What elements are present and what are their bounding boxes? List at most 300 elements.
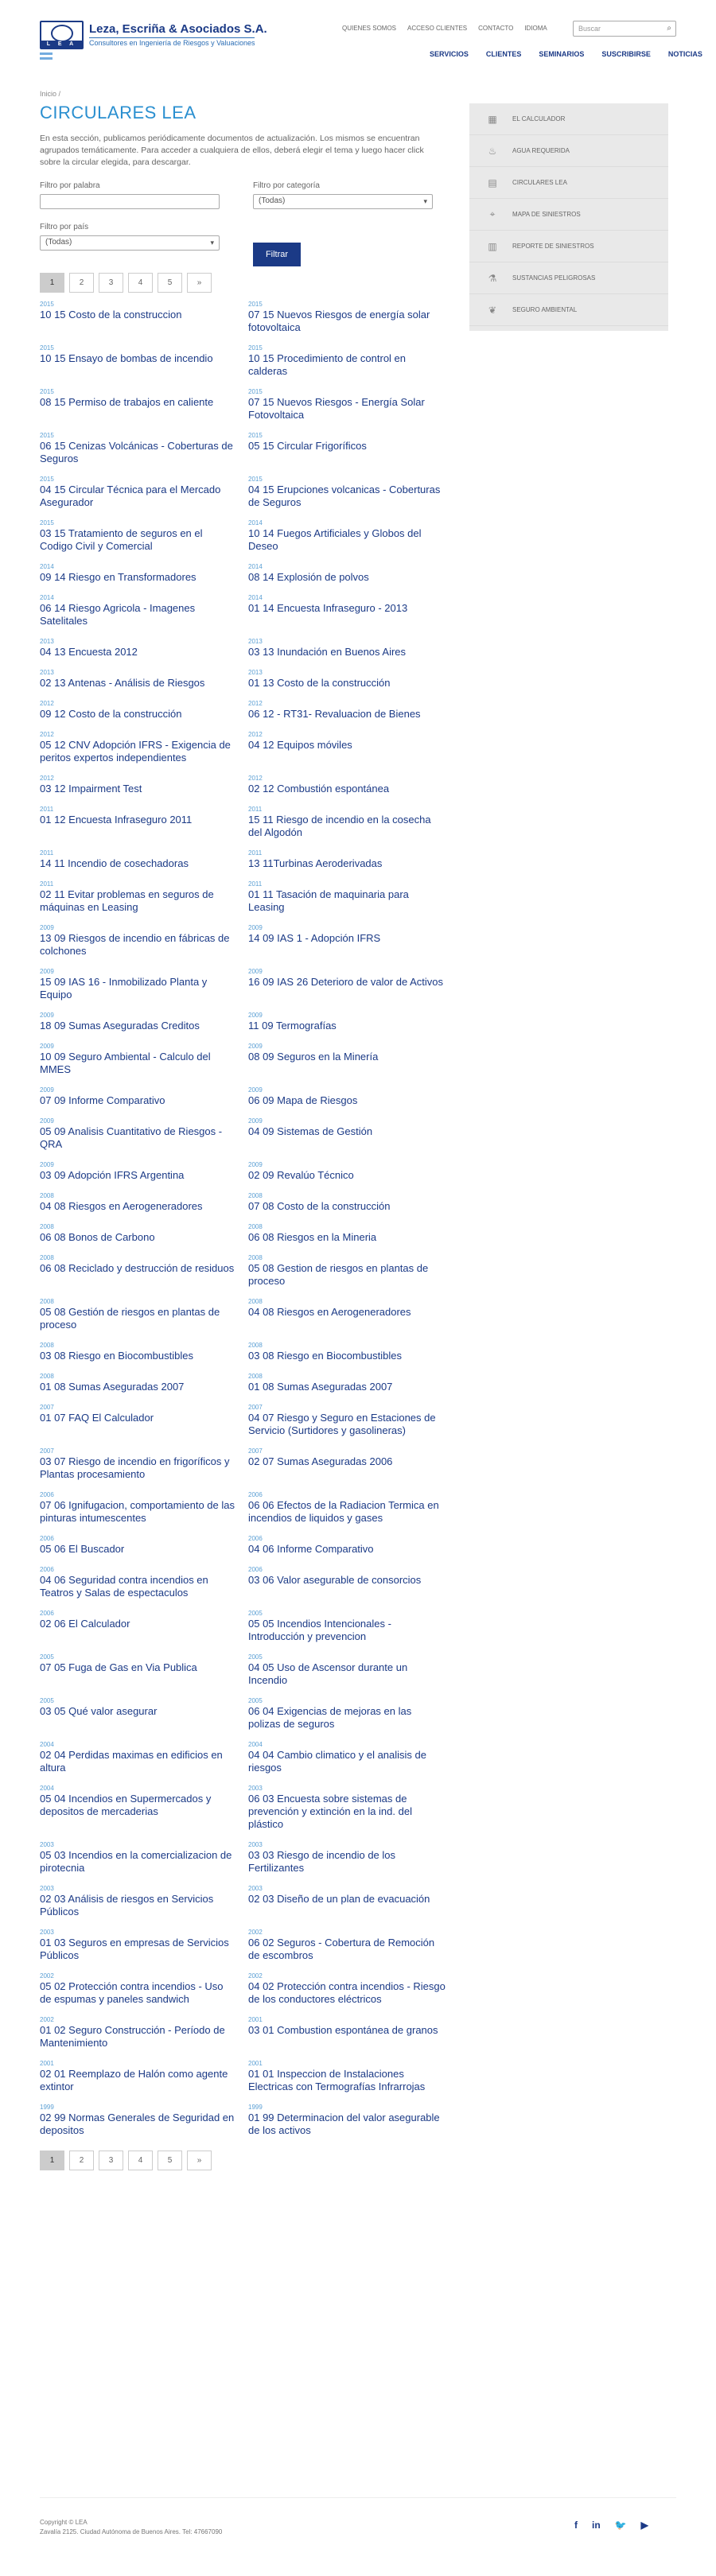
circular-year: 2004 [248,1741,263,1748]
circular-item[interactable] [40,2104,248,2137]
circular-item[interactable] [40,1929,248,1962]
circular-title[interactable]: 07 06 Ignifugacion, comportamiento de las pinturas intumescentes [40,1499,235,1524]
circular-title[interactable]: 06 03 Encuesta sobre sistemas de prevención y extinción en la ind. del plástico [248,1793,412,1830]
circular-item[interactable] [248,594,457,627]
circular-year: 2009 [248,1012,263,1019]
circular-item[interactable] [40,1535,248,1556]
search-input[interactable] [573,21,676,37]
circular-title[interactable]: 03 15 Tratamiento de seguros en el Codigo Civil y Comercial [40,527,203,552]
circular-item[interactable] [248,1223,457,1244]
circular-item[interactable] [40,1161,248,1182]
circular-title[interactable]: 02 01 Reemplazo de Halón como agente extintor [40,2068,228,2092]
search-icon[interactable]: ⌕ [667,24,671,33]
circular-item[interactable] [248,1342,457,1362]
circular-item[interactable] [40,731,248,764]
sidebar-item-circulares-lea[interactable] [469,167,668,199]
circular-title[interactable]: 11 09 Termografías [248,1020,337,1032]
circular-year: 2011 [248,849,263,857]
circular-year: 2001 [248,2016,263,2023]
circular-item[interactable] [248,1298,457,1331]
circular-title[interactable]: 02 04 Perdidas maximas en edificios en altura [40,1749,223,1774]
circular-title[interactable]: 04 06 Seguridad contra incendios en Teatros y Salas de espectaculos [40,1574,208,1599]
circular-item[interactable] [248,519,457,553]
circular-item[interactable] [248,775,457,795]
circular-item[interactable] [40,1566,248,1599]
filter-country [40,223,220,251]
circular-year: 2002 [248,1929,263,1936]
circular-title[interactable]: 06 02 Seguros - Cobertura de Remoción de escombros [248,1937,435,1961]
circular-title[interactable]: 14 11 Incendio de cosechadoras [40,857,189,869]
circular-title[interactable]: 06 06 Efectos de la Radiacion Termica en incendios de liquidos y gases [248,1499,439,1524]
circular-item[interactable] [40,1885,248,1918]
circular-item[interactable] [40,301,248,334]
circular-year: 2002 [40,2016,54,2023]
circular-year: 2009 [248,968,263,975]
circular-title[interactable]: 04 13 Encuesta 2012 [40,646,138,658]
circular-title[interactable]: 05 12 CNV Adopción IFRS - Exigencia de peritos expertos independientes [40,739,231,763]
nav-servicios[interactable]: SERVICIOS [430,50,469,58]
circular-year: 2005 [248,1610,263,1617]
circular-item[interactable] [248,700,457,721]
circular-year: 2003 [40,1885,54,1892]
circular-item[interactable] [248,1929,457,1962]
circular-year: 2013 [40,638,54,645]
circular-item[interactable] [40,432,248,465]
circular-item[interactable] [40,519,248,553]
facebook-icon[interactable]: f [574,2520,578,2531]
circular-item[interactable] [248,2016,457,2050]
circular-title[interactable]: 05 09 Analisis Cuantitativo de Riesgos - QRA [40,1125,223,1150]
filter-category [253,181,433,209]
nav-clientes[interactable]: CLIENTES [485,50,522,58]
circular-item[interactable] [248,1012,457,1032]
circular-title[interactable]: 13 09 Riesgos de incendio en fábricas de colchones [40,932,230,957]
circular-title[interactable]: 06 12 - RT31- Revaluacion de Bienes [248,708,421,720]
pagination-bottom [40,2151,438,2170]
page-next[interactable]: » [187,273,212,293]
utility-quienes-somos[interactable]: QUIENES SOMOS [342,25,397,32]
logo[interactable] [40,21,278,68]
circular-title[interactable]: 01 03 Seguros en empresas de Servicios Públicos [40,1937,229,1961]
circular-title[interactable]: 01 08 Sumas Aseguradas 2007 [40,1381,185,1393]
logo-circle [51,25,73,42]
circular-title[interactable]: 03 03 Riesgo de incendio de los Fertilizantes [248,1849,396,1874]
circular-item[interactable] [248,388,457,422]
circular-title[interactable]: 05 05 Incendios Intencionales - Introducción y prevencion [248,1618,391,1642]
circular-title[interactable]: 07 15 Nuevos Riesgos - Energía Solar Fotovoltaica [248,396,425,421]
circular-year: 2011 [40,806,54,813]
circular-year: 2012 [40,700,54,707]
circular-year: 2008 [248,1373,263,1380]
circular-title[interactable]: 01 99 Determinacion del valor asegurable de los activos [248,2112,440,2136]
circular-year: 2007 [248,1447,263,1455]
circular-year: 2007 [40,1447,54,1455]
circular-title[interactable]: 03 07 Riesgo de incendio en frigoríficos y Plantas procesamiento [40,1455,230,1480]
circular-title[interactable]: 01 02 Seguro Construcción - Período de Mantenimiento [40,2024,225,2049]
page-4[interactable]: 4 [128,273,153,293]
circular-title[interactable]: 05 15 Circular Frigoríficos [248,440,367,452]
circular-item[interactable] [40,1373,248,1393]
circular-item[interactable] [248,1161,457,1182]
circular-year: 2008 [40,1298,54,1305]
circular-title[interactable]: 05 04 Incendios en Supermercados y depositos de mercaderias [40,1793,212,1817]
circular-item[interactable] [248,1086,457,1107]
circular-item[interactable] [40,1043,248,1076]
circular-title[interactable]: 07 09 Informe Comparativo [40,1094,165,1106]
circular-item[interactable] [40,2060,248,2093]
page-2[interactable]: 2 [69,2151,94,2170]
circular-title[interactable]: 02 99 Normas Generales de Seguridad en depositos [40,2112,235,2136]
circular-title[interactable]: 04 15 Circular Técnica para el Mercado Asegurador [40,484,221,508]
twitter-icon[interactable]: 🐦 [614,2520,627,2531]
circular-title[interactable]: 04 08 Riesgos en Aerogeneradores [40,1200,203,1212]
circular-title[interactable]: 01 14 Encuesta Infraseguro - 2013 [248,602,408,614]
sidebar-item-mapa-de-siniestros[interactable] [469,199,668,231]
circular-item[interactable] [40,968,248,1001]
circular-title[interactable]: 18 09 Sumas Aseguradas Creditos [40,1020,200,1032]
circular-item[interactable] [248,1610,457,1643]
circular-year: 2003 [248,1785,263,1792]
circular-title[interactable]: 16 09 IAS 26 Deterioro de valor de Activos [248,976,443,988]
circular-item[interactable] [40,1785,248,1831]
circular-year: 2015 [40,388,54,395]
filter-word-label: Filtro por palabra [40,181,100,190]
circular-title[interactable]: 04 02 Protección contra incendios - Riesgo de los conductores eléctricos [248,1980,446,2005]
circular-title[interactable]: 04 08 Riesgos en Aerogeneradores [248,1306,411,1318]
circular-title[interactable]: 15 11 Riesgo de incendio en la cosecha del Algodón [248,814,431,838]
circular-item[interactable] [248,432,457,465]
circular-item[interactable] [40,1841,248,1875]
circular-item[interactable] [40,594,248,627]
circular-title[interactable]: 04 04 Cambio climatico y el analisis de riesgos [248,1749,426,1774]
nav-seminarios[interactable]: SEMINARIOS [539,50,585,58]
circular-title[interactable]: 06 15 Cenizas Volcánicas - Coberturas de Seguros [40,440,233,464]
circular-item[interactable] [248,1741,457,1774]
circular-year: 2006 [40,1535,54,1542]
circular-item[interactable] [248,1373,457,1393]
sidebar-item-label: REPORTE DE SINIESTROS [512,243,594,250]
circular-title[interactable]: 10 09 Seguro Ambiental - Calculo del MMES [40,1051,211,1075]
circular-item[interactable] [248,731,457,764]
circular-item[interactable] [40,1404,248,1437]
circular-year: 2011 [248,806,263,813]
circular-item[interactable] [248,476,457,509]
circular-year: 2009 [40,1086,54,1094]
circular-item[interactable] [40,1012,248,1032]
filter-category-select[interactable] [253,194,433,209]
circular-year: 2009 [40,1117,54,1125]
nav-noticias[interactable]: NOTICIAS [667,50,702,58]
circular-title[interactable]: 02 11 Evitar problemas en seguros de máquinas en Leasing [40,888,214,913]
circular-title[interactable]: 10 14 Fuegos Artificiales y Globos del Deseo [248,527,422,552]
social-links [574,2520,648,2531]
circular-title[interactable]: 04 12 Equipos móviles [248,739,352,751]
utility-idioma[interactable]: IDIOMA [524,25,547,32]
circular-item[interactable] [40,1972,248,2006]
circular-item[interactable] [40,669,248,690]
page-2[interactable]: 2 [69,273,94,293]
circular-title[interactable]: 01 07 FAQ El Calculador [40,1412,154,1424]
filter-country-select[interactable] [40,235,220,251]
circular-item[interactable] [40,1117,248,1151]
circular-title[interactable]: 01 08 Sumas Aseguradas 2007 [248,1381,393,1393]
circular-item[interactable] [40,1192,248,1213]
circular-item[interactable] [40,1697,248,1731]
circular-year: 2003 [40,1929,54,1936]
circular-title[interactable]: 02 06 El Calculador [40,1618,130,1630]
page-4[interactable]: 4 [128,2151,153,2170]
circular-year: 2008 [248,1298,263,1305]
circular-item[interactable] [248,2104,457,2137]
circular-year: 2005 [248,1653,263,1661]
circular-year: 2003 [248,1885,263,1892]
circular-item[interactable] [248,1697,457,1731]
circular-item[interactable] [248,924,457,958]
page-5[interactable]: 5 [158,273,182,293]
linkedin-icon[interactable]: in [592,2520,601,2531]
circular-item[interactable] [40,880,248,914]
filter-button[interactable]: Filtrar [253,243,301,266]
circular-item[interactable] [248,1117,457,1151]
circular-title[interactable]: 06 09 Mapa de Riesgos [248,1094,358,1106]
circular-item[interactable] [40,775,248,795]
circular-title[interactable]: 05 08 Gestión de riesgos en plantas de proceso [40,1306,220,1331]
page-5[interactable]: 5 [158,2151,182,2170]
circular-item[interactable] [248,669,457,690]
circular-item[interactable] [248,1972,457,2006]
circular-item[interactable] [248,2060,457,2093]
circular-item[interactable] [40,1342,248,1362]
circular-year: 2005 [40,1653,54,1661]
circular-item[interactable] [248,1535,457,1556]
circular-title[interactable]: 02 12 Combustión espontánea [248,783,390,795]
chevron-down-icon: ▾ [423,197,427,205]
circular-title[interactable]: 01 01 Inspeccion de Instalaciones Electricas con Termografías Infrarrojas [248,2068,426,2092]
circular-title[interactable]: 02 07 Sumas Aseguradas 2006 [248,1455,393,1467]
circular-item[interactable] [40,849,248,870]
circular-year: 2002 [40,1972,54,1980]
circular-year: 2009 [40,924,54,931]
circular-item[interactable] [40,563,248,584]
circular-title[interactable]: 06 08 Reciclado y destrucción de residuos [40,1262,235,1274]
circular-item[interactable] [40,2016,248,2050]
circular-title[interactable]: 04 07 Riesgo y Seguro en Estaciones de Servicio (Surtidores y gasolineras) [248,1412,436,1436]
circular-title[interactable]: 01 13 Costo de la construcción [248,677,391,689]
circular-year: 2012 [248,731,263,738]
clipboard-icon: ▤ [488,177,497,188]
circular-title[interactable]: 09 14 Riesgo en Transformadores [40,571,197,583]
circular-item[interactable] [248,1885,457,1918]
circular-title[interactable]: 05 08 Gestion de riesgos en plantas de proceso [248,1262,429,1287]
filter-word-input[interactable] [40,194,220,209]
circular-year: 2008 [248,1192,263,1199]
circular-item[interactable] [40,638,248,659]
sidebar-item-seguro-ambiental[interactable] [469,294,668,326]
circular-year: 2008 [248,1254,263,1261]
circular-title[interactable]: 10 15 Procedimiento de control en calderas [248,352,407,377]
circular-title[interactable]: 05 02 Protección contra incendios - Uso de espumas y paneles sandwich [40,1980,224,2005]
circular-title[interactable]: 08 15 Permiso de trabajos en caliente [40,396,214,408]
circular-year: 2008 [40,1223,54,1230]
circular-item[interactable] [40,388,248,422]
search-placeholder: Buscar [578,25,601,33]
sidebar-item-sustancias-peligrosas[interactable] [469,262,668,294]
footer-copy [40,2518,222,2537]
page-next[interactable]: » [187,2151,212,2170]
circular-item[interactable] [248,1566,457,1599]
circular-item[interactable] [40,1653,248,1687]
circular-item[interactable] [40,1447,248,1481]
circular-item[interactable] [248,1447,457,1481]
circular-title[interactable]: 07 05 Fuga de Gas en Via Publica [40,1661,197,1673]
breadcrumb[interactable]: Inicio / [40,90,61,98]
circular-title[interactable]: 15 09 IAS 16 - Inmobilizado Planta y Equipo [40,976,208,1000]
utility-contacto[interactable]: CONTACTO [478,25,514,32]
circular-title[interactable]: 03 06 Valor asegurable de consorcios [248,1574,422,1586]
circular-year: 2014 [248,594,263,601]
circular-title[interactable]: 04 05 Uso de Ascensor durante un Incendio [248,1661,408,1686]
circular-title[interactable]: 02 03 Análisis de riesgos en Servicios Públicos [40,1893,214,1917]
circular-title[interactable]: 08 14 Explosión de polvos [248,571,369,583]
circular-year: 2008 [40,1192,54,1199]
circular-year: 2015 [40,301,54,308]
circular-item[interactable] [40,476,248,509]
circular-title[interactable]: 14 09 IAS 1 - Adopción IFRS [248,932,381,944]
circular-title[interactable]: 10 15 Costo de la construccion [40,309,182,321]
circular-title[interactable]: 06 14 Riesgo Agricola - Imagenes Satelitales [40,602,196,627]
footer [0,2497,716,2576]
circular-title[interactable]: 06 08 Riesgos en la Mineria [248,1231,377,1243]
circular-title[interactable]: 13 11Turbinas Aeroderivadas [248,857,383,869]
footer-divider [40,2497,676,2498]
circular-item[interactable] [40,1254,248,1288]
circular-title[interactable]: 06 04 Exigencias de mejoras en las polizas de seguros [248,1705,412,1730]
circular-item[interactable] [248,301,457,334]
circular-item[interactable] [248,1192,457,1213]
circular-year: 1999 [40,2104,54,2111]
circular-title[interactable]: 03 08 Riesgo en Biocombustibles [40,1350,193,1362]
filter-category-label: Filtro por categoría [253,181,320,190]
circular-year: 2007 [40,1404,54,1411]
circular-item[interactable] [248,1404,457,1437]
circular-year: 2005 [40,1697,54,1704]
youtube-icon[interactable]: ▶ [640,2520,648,2531]
circular-item[interactable] [248,1043,457,1076]
circular-item[interactable] [40,1610,248,1643]
circular-title[interactable]: 08 09 Seguros en la Minería [248,1051,379,1063]
circular-title[interactable]: 03 01 Combustion espontánea de granos [248,2024,438,2036]
circular-item[interactable] [40,1298,248,1331]
circular-title[interactable]: 02 13 Antenas - Análisis de Riesgos [40,677,205,689]
circular-item[interactable] [40,1086,248,1107]
circular-year: 2015 [248,432,263,439]
circular-title[interactable]: 03 05 Qué valor asegurar [40,1705,158,1717]
page-1[interactable]: 1 [40,273,64,293]
circular-title[interactable]: 01 12 Encuesta Infraseguro 2011 [40,814,193,826]
circular-year: 2013 [248,638,263,645]
circular-title[interactable]: 06 08 Bonos de Carbono [40,1231,155,1243]
circular-year: 2012 [40,731,54,738]
circular-year: 2014 [248,519,263,526]
circular-item[interactable] [40,700,248,721]
circular-year: 2009 [248,1117,263,1125]
sidebar-item-el-calculador[interactable] [469,103,668,135]
circular-title[interactable]: 03 09 Adopción IFRS Argentina [40,1169,185,1181]
fire-icon: ♨ [488,145,497,157]
circular-title[interactable]: 01 11 Tasación de maquinaria para Leasing [248,888,409,913]
page-3[interactable]: 3 [99,2151,123,2170]
sidebar-item-agua-requerida[interactable] [469,135,668,167]
circular-item[interactable] [40,1741,248,1774]
page-1[interactable]: 1 [40,2151,64,2170]
utility-acceso-clientes[interactable]: ACCESO CLIENTES [407,25,468,32]
nav-suscribirse[interactable]: SUSCRIBIRSE [601,50,651,58]
sidebar-item-label: EL CALCULADOR [512,115,566,122]
circular-item[interactable] [40,344,248,378]
circular-title[interactable]: 07 08 Costo de la construcción [248,1200,391,1212]
circular-year: 2012 [248,775,263,782]
circular-item[interactable] [40,924,248,958]
circular-item[interactable] [248,1254,457,1288]
logo-mark-text: L E A [41,41,82,48]
chevron-down-icon: ▾ [210,239,214,247]
circular-item[interactable] [248,638,457,659]
circular-item[interactable] [248,344,457,378]
filter-category-value: (Todas) [259,196,286,205]
sidebar-item-label: MAPA DE SINIESTROS [512,211,581,218]
circular-item[interactable] [248,968,457,1001]
circular-title[interactable]: 09 12 Costo de la construcción [40,708,182,720]
circular-year: 2013 [248,669,263,676]
circular-item[interactable] [248,1841,457,1875]
circular-item[interactable] [40,1491,248,1525]
utility-nav [342,25,547,32]
circular-item[interactable] [248,806,457,839]
circular-item[interactable] [248,563,457,584]
circular-year: 2004 [40,1785,54,1792]
brand-tagline: Consultores en Ingeniería de Riesgos y Valuaciones [89,39,255,47]
circular-title[interactable]: 02 03 Diseño de un plan de evacuación [248,1893,430,1905]
circular-item[interactable] [248,1653,457,1687]
circular-title[interactable]: 04 09 Sistemas de Gestión [248,1125,373,1137]
circular-item[interactable] [40,806,248,839]
circular-title[interactable]: 07 15 Nuevos Riesgos de energía solar fotovoltaica [248,309,430,333]
circular-title[interactable]: 03 08 Riesgo en Biocombustibles [248,1350,402,1362]
sidebar-item-label: SUSTANCIAS PELIGROSAS [512,274,596,282]
circular-item[interactable] [248,880,457,914]
circular-item[interactable] [40,1223,248,1244]
footer-copyright: Copyright © LEA [40,2519,88,2526]
circular-title[interactable]: 05 03 Incendios en la comercializacion de pirotecnia [40,1849,232,1874]
map-pin-icon: ⌖ [489,208,496,220]
circular-title[interactable]: 02 09 Revalúo Técnico [248,1169,354,1181]
circular-title[interactable]: 10 15 Ensayo de bombas de incendio [40,352,213,364]
page-3[interactable]: 3 [99,273,123,293]
circular-title[interactable]: 04 06 Informe Comparativo [248,1543,374,1555]
circular-title[interactable]: 03 12 Impairment Test [40,783,142,795]
circular-year: 2009 [248,1043,263,1050]
circular-item[interactable] [248,849,457,870]
sidebar-item-reporte-de-siniestros[interactable] [469,231,668,262]
circular-title[interactable]: 04 15 Erupciones volcanicas - Coberturas de Seguros [248,484,441,508]
circular-item[interactable] [248,1785,457,1831]
circular-item[interactable] [248,1491,457,1525]
circular-title[interactable]: 05 06 El Buscador [40,1543,125,1555]
circular-year: 2008 [40,1254,54,1261]
circular-year: 2012 [248,700,263,707]
circular-title[interactable]: 03 13 Inundación en Buenos Aires [248,646,407,658]
circular-year: 2008 [248,1223,263,1230]
